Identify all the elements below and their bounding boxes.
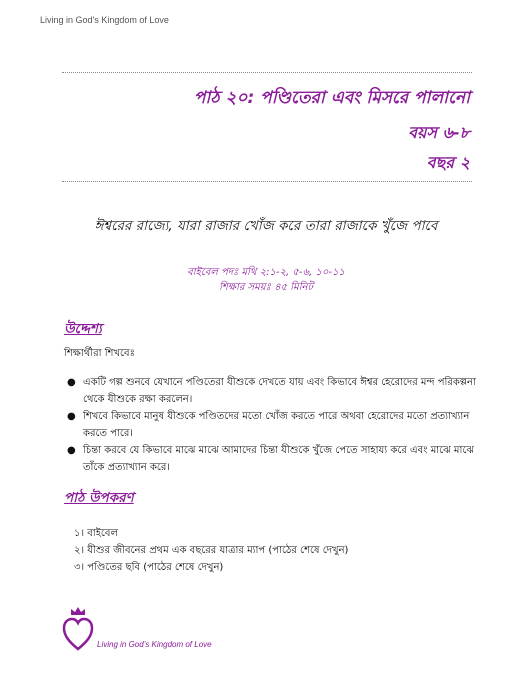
lesson-theme: ঈশ্বরের রাজ্যে, যারা রাজার খোঁজ করে তারা রাজাকে খুঁজে পাবে (94, 218, 438, 234)
bullet-icon: ● (67, 411, 76, 422)
list-item: ১। বাইবেল (74, 528, 118, 539)
list-item: ৩। পণ্ডিতের ছবি (পাঠের শেষে দেখুন) (74, 562, 224, 573)
list-item: ২। যীশুর জীবনের প্রথম এক বছরের যাত্রার ম্যাপ (পাঠের শেষে দেখুন) (74, 545, 349, 556)
page-header: Living in God’s Kingdom of Love (40, 15, 169, 25)
objective-text: একটি গল্প শুনবে যেখানে পণ্ডিতেরা যীশুকে দেখতে যায় এবং কিভাবে ঈশ্বর হেরোদের মন্দ পরিকল্পনা থেকে যীশুকে রক্ষা করলেন। (83, 377, 476, 405)
materials-heading: পাঠ উপকরণ (64, 490, 134, 506)
objectives-heading: উদ্দেশ্য (64, 321, 102, 337)
objective-text: চিন্তা করবে যে কিভাবে মাঝে মাঝে আমাদের চিন্তা যীশুকে খুঁজে পেতে সাহায্য করে এবং মাঝে মাঝে তাঁকে প্রত্যাখ্যান করে। (83, 445, 474, 473)
lesson-year: বছর ২ (426, 153, 470, 172)
materials-list (74, 525, 348, 576)
objectives-list (64, 374, 484, 476)
list-item (64, 408, 484, 442)
objectives-intro: শিক্ষার্থীরা শিখবেঃ (64, 348, 135, 359)
list-item (64, 442, 484, 476)
top-divider (62, 72, 472, 73)
lesson-time: শিক্ষার সময়ঃ ৪৫ মিনিট (219, 282, 313, 293)
bullet-icon: ● (67, 377, 76, 388)
objective-text: শিখবে কিভাবে মানুষ যীশুকে পণ্ডিতদের মতো খোঁজ করতে পারে অথবা হেরোদের মতো প্রত্যাখ্যান করতে পারে। (83, 411, 470, 439)
lesson-title: পাঠ ২০: পণ্ডিতেরা এবং মিসরে পালানো (193, 88, 470, 108)
bullet-icon: ● (67, 445, 76, 456)
list-item (64, 374, 484, 408)
page-footer: Living in God’s Kingdom of Love (97, 640, 212, 649)
crown-heart-icon (62, 605, 94, 657)
scripture-verses: বাইবেল পদঃ মথি ২:১-২, ৫-৬, ১০-১১ (187, 267, 345, 278)
bottom-divider (62, 181, 472, 182)
lesson-age: বয়স ৬-৮ (408, 123, 470, 142)
